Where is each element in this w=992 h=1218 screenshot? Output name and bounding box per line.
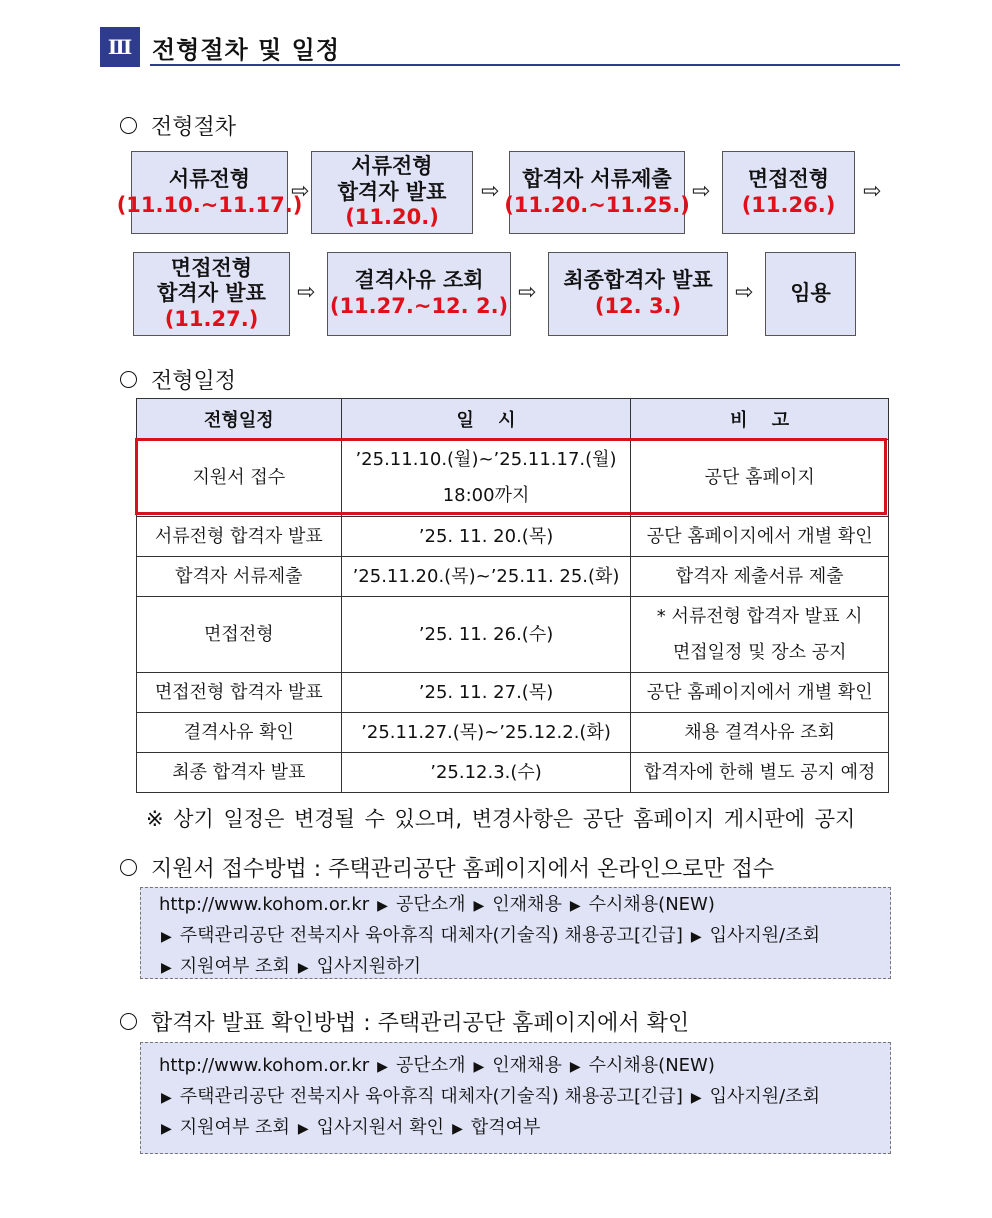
- site-url[interactable]: http://www.kohom.or.kr: [159, 1055, 370, 1076]
- path-step: 공단소개: [395, 1055, 466, 1076]
- cell-note: 공단 홈페이지에서 개별 확인: [631, 517, 889, 557]
- step-title: 면접전형: [747, 166, 830, 191]
- cell-note-line2: 면접일정 및 장소 공지: [672, 641, 847, 663]
- step-document-submission: [504, 151, 690, 234]
- arrow-right-icon: ⇨: [735, 280, 754, 305]
- section-divider: [150, 64, 900, 66]
- step-disqualification-check: [327, 252, 511, 336]
- table-row: [137, 597, 889, 673]
- site-url[interactable]: http://www.kohom.or.kr: [159, 894, 370, 915]
- cell-stage: 지원서 접수: [137, 440, 342, 517]
- arrow-right-icon: ⇨: [481, 179, 500, 204]
- step-title-line2: 합격자 발표: [337, 179, 447, 204]
- table-row: [137, 673, 889, 713]
- triangle-right-icon: ▶: [452, 1121, 463, 1137]
- path-step: 지원여부 조회: [179, 956, 290, 977]
- path-step: 합격여부: [470, 1117, 541, 1138]
- cell-note: 공단 홈페이지: [631, 440, 889, 517]
- arrow-right-icon: ⇨: [692, 179, 711, 204]
- path-step: 수시채용(NEW): [588, 894, 715, 915]
- schedule-footnote: ※ 상기 일정은 변경될 수 있으며, 변경사항은 공단 홈페이지 게시판에 공지: [146, 807, 856, 831]
- circle-bullet-icon: [120, 1013, 137, 1030]
- procedure-heading-text: 전형절차: [151, 115, 237, 140]
- cell-stage: 면접전형: [137, 597, 342, 673]
- step-document-pass-announcement: [311, 151, 473, 234]
- schedule-heading: [120, 364, 236, 395]
- result-heading: [120, 1006, 689, 1037]
- step-date: (11.20.~11.25.): [504, 192, 690, 217]
- path-line: [159, 1051, 890, 1082]
- header-date: 일 시: [341, 399, 631, 440]
- step-appointment: [765, 252, 856, 336]
- table-row: [137, 517, 889, 557]
- step-title: 서류전형: [168, 166, 251, 191]
- cell-note: 합격자 제출서류 제출: [631, 557, 889, 597]
- table-row: [137, 753, 889, 793]
- step-interview-pass-announcement: [133, 252, 290, 336]
- cell-date: ’25. 11. 27.(목): [341, 673, 631, 713]
- path-line: [159, 1082, 890, 1113]
- apply-path-box: [140, 887, 891, 979]
- path-step: 주택관리공단 전북지사 육아휴직 대체자(기술직) 채용공고[긴급]: [179, 925, 683, 946]
- cell-date: ’25. 11. 20.(목): [341, 517, 631, 557]
- arrow-right-icon: ⇨: [518, 280, 537, 305]
- path-step: 지원여부 조회: [179, 1117, 290, 1138]
- table-row: [137, 713, 889, 753]
- triangle-right-icon: ▶: [297, 1121, 309, 1137]
- arrow-right-icon: ⇨: [291, 179, 310, 204]
- step-document-screening: [116, 151, 303, 234]
- step-title: 서류전형: [351, 154, 433, 179]
- step-title: 합격자 서류제출: [522, 166, 672, 191]
- path-line: [159, 890, 890, 921]
- step-title: 최종합격자 발표: [563, 268, 713, 293]
- section-title: 전형절차 및 일정: [152, 36, 340, 64]
- cell-date: ’25.11.27.(목)~’25.12.2.(화): [341, 713, 631, 753]
- circle-bullet-icon: [120, 371, 137, 388]
- cell-note: 합격자에 한해 별도 공지 예정: [631, 753, 889, 793]
- table-row: [137, 557, 889, 597]
- step-date: (11.27.~12. 2.): [329, 294, 509, 318]
- highlight-box: [135, 438, 887, 515]
- step-date: (12. 3.): [594, 294, 682, 318]
- step-date: (11.26.): [741, 192, 836, 217]
- header-stage: 전형일정: [137, 399, 342, 440]
- triangle-right-icon: ▶: [377, 898, 388, 914]
- path-step: 수시채용(NEW): [588, 1055, 715, 1076]
- triangle-right-icon: ▶: [690, 1090, 702, 1106]
- cell-date: ’25. 11. 26.(수): [341, 597, 631, 673]
- cell-stage: 면접전형 합격자 발표: [137, 673, 342, 713]
- path-step: 입사지원하기: [316, 956, 421, 977]
- arrow-right-icon: ⇨: [297, 280, 316, 305]
- cell-note-line1: * 서류전형 합격자 발표 시: [656, 605, 863, 627]
- apply-heading-text: 지원서 접수방법 : 주택관리공단 홈페이지에서 온라인으로만 접수: [151, 857, 775, 882]
- step-date: (11.27.): [164, 306, 259, 331]
- triangle-right-icon: ▶: [161, 1121, 172, 1137]
- arrow-right-icon: ⇨: [863, 179, 882, 204]
- triangle-right-icon: ▶: [690, 929, 702, 945]
- path-line: [159, 921, 890, 952]
- triangle-right-icon: ▶: [161, 960, 172, 976]
- path-step: 공단소개: [395, 894, 466, 915]
- cell-date: ’25.12.3.(수): [341, 753, 631, 793]
- step-title: 면접전형: [170, 255, 253, 280]
- path-step: 주택관리공단 전북지사 육아휴직 대체자(기술직) 채용공고[긴급]: [179, 1086, 683, 1107]
- circle-bullet-icon: [120, 117, 137, 134]
- step-date: (11.10.~11.17.): [116, 192, 303, 217]
- step-title-line2: 합격자 발표: [157, 281, 266, 306]
- triangle-right-icon: ▶: [161, 1090, 172, 1106]
- cell-date-line2: 18:00까지: [442, 485, 530, 506]
- table-header-row: [137, 399, 889, 440]
- triangle-right-icon: ▶: [297, 960, 309, 976]
- step-final-announcement: [548, 252, 728, 336]
- triangle-right-icon: ▶: [473, 1059, 485, 1075]
- path-step: 입사지원/조회: [709, 925, 821, 946]
- triangle-right-icon: ▶: [377, 1059, 388, 1075]
- apply-heading: [120, 852, 774, 883]
- result-path-box: [140, 1042, 891, 1154]
- cell-stage: 서류전형 합격자 발표: [137, 517, 342, 557]
- step-interview: [722, 151, 855, 234]
- triangle-right-icon: ▶: [473, 898, 485, 914]
- procedure-heading: [120, 110, 236, 141]
- path-line: [159, 1113, 890, 1144]
- triangle-right-icon: ▶: [569, 898, 581, 914]
- schedule-heading-text: 전형일정: [151, 369, 237, 394]
- step-date: (11.20.): [345, 205, 439, 230]
- cell-note: 채용 결격사유 조회: [631, 713, 889, 753]
- path-step: 입사지원서 확인: [316, 1117, 445, 1138]
- cell-date: ’25.11.20.(목)~’25.11. 25.(화): [341, 557, 631, 597]
- triangle-right-icon: ▶: [569, 1059, 581, 1075]
- path-line: [159, 952, 890, 983]
- path-step: 인재채용: [492, 894, 562, 915]
- section-number-badge: Ⅲ: [100, 27, 140, 67]
- cell-date-line1: ’25.11.10.(월)~’25.11.17.(월): [355, 449, 617, 470]
- cell-note: 공단 홈페이지에서 개별 확인: [631, 673, 889, 713]
- cell-stage: 합격자 서류제출: [137, 557, 342, 597]
- path-step: 인재채용: [492, 1055, 562, 1076]
- path-step: 입사지원/조회: [709, 1086, 821, 1107]
- result-heading-text: 합격자 발표 확인방법 : 주택관리공단 홈페이지에서 확인: [151, 1011, 690, 1036]
- step-title: 임용: [790, 281, 831, 306]
- cell-note: [631, 597, 889, 673]
- circle-bullet-icon: [120, 859, 137, 876]
- cell-stage: 최종 합격자 발표: [137, 753, 342, 793]
- header-note: 비 고: [631, 399, 889, 440]
- step-title: 결격사유 조회: [354, 268, 484, 293]
- triangle-right-icon: ▶: [161, 929, 172, 945]
- cell-stage: 결격사유 확인: [137, 713, 342, 753]
